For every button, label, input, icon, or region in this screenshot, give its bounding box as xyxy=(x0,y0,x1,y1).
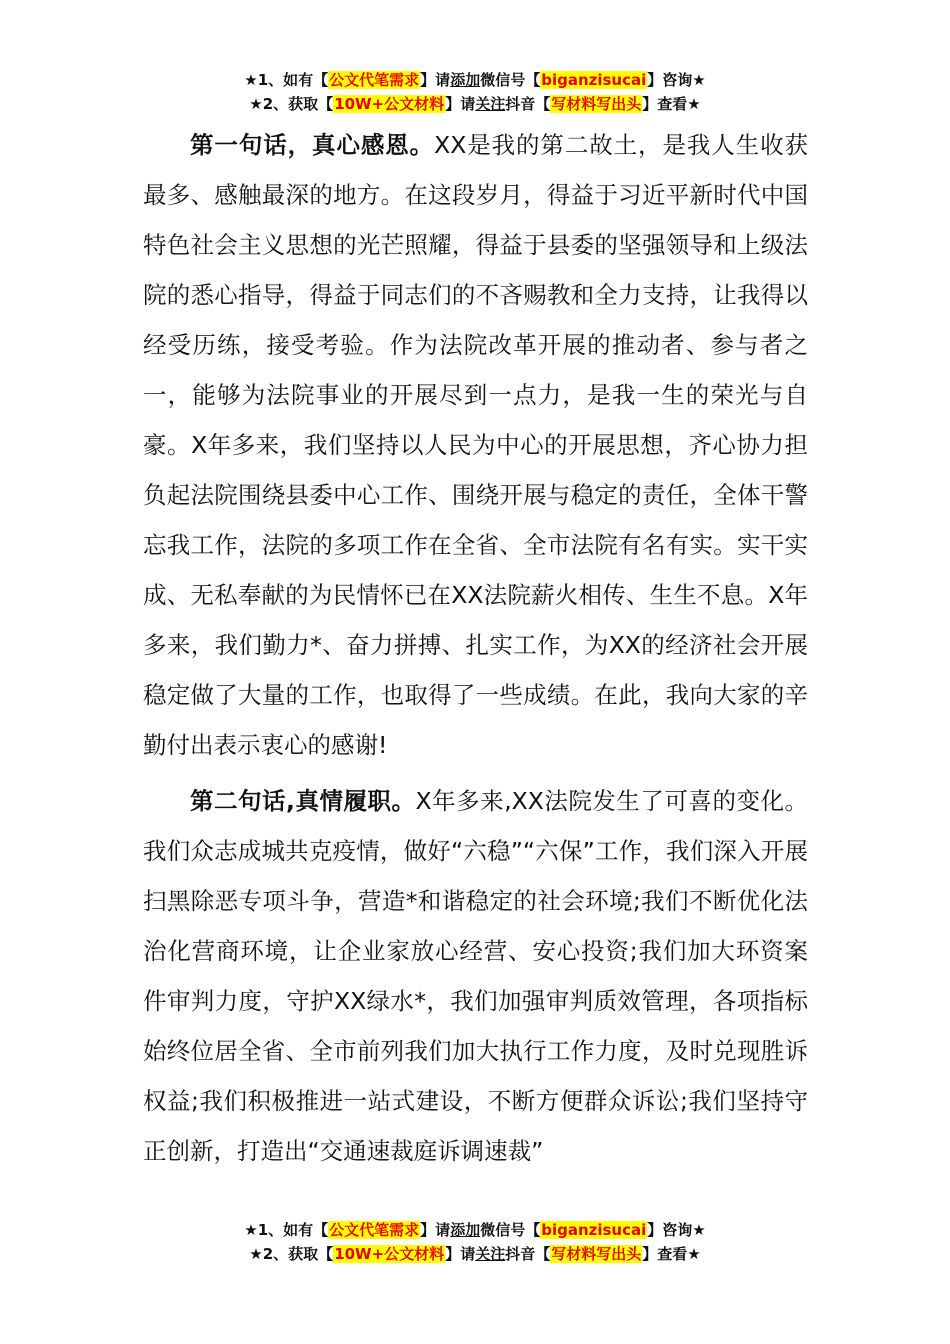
paragraph-text: X年多来,XX法院发生了可喜的变化。我们众志成城共克疫情，做好“六稳”“六保”工作，我们深入开展扫黑除恶专项斗争，营造*和谐稳定的社会环境;我们不断优化法治化营商环境，让企业家放心经营、安心投资;我们加大环资案件审判力度，守护XX绿水*，我们加强审判质效管理，各项指标始终位居全省、全市前列我们加大执行工作力度，及时兑现胜诉权益;我们积极推进一站式建设，不断方便群众诉讼;我们坚持守正创新，打造出“交通速裁庭诉调速裁” xyxy=(143,787,808,1165)
underlined-text: 添加 xyxy=(450,1221,481,1239)
douyin-highlight: 写材料写出头 xyxy=(551,95,642,113)
banner-line-1 xyxy=(0,1218,950,1242)
banner-line-1 xyxy=(0,68,950,92)
banner-text: ★2、获取【 xyxy=(249,1245,334,1263)
paragraph-heading: 第二句话,真情履职。 xyxy=(190,787,416,815)
banner-text: ★1、如有【 xyxy=(244,71,329,89)
underlined-text: 添加 xyxy=(450,71,481,89)
document-body xyxy=(143,120,808,1182)
banner-text: 】请 xyxy=(445,95,476,113)
paragraph-heading: 第一句话，真心感恩。 xyxy=(190,131,435,159)
banner-text: 】请 xyxy=(420,71,451,89)
highlight-tag: 10W+公文材料 xyxy=(334,1245,445,1263)
banner-text: 微信号【 xyxy=(480,1221,541,1239)
banner-text: ★2、获取【 xyxy=(249,95,334,113)
banner-text: 】请 xyxy=(445,1245,476,1263)
douyin-highlight: 写材料写出头 xyxy=(551,1245,642,1263)
highlight-tag: 公文代笔需求 xyxy=(329,1221,420,1239)
banner-text: 微信号【 xyxy=(480,71,541,89)
banner-line-2 xyxy=(0,92,950,116)
banner-text: 】请 xyxy=(420,1221,451,1239)
banner-text: 抖音【 xyxy=(505,95,551,113)
highlight-tag: 10W+公文材料 xyxy=(334,95,445,113)
wechat-id-highlight: biganzisucai xyxy=(541,71,647,89)
header-banner xyxy=(0,68,950,116)
paragraph-1 xyxy=(143,120,808,770)
underlined-text: 关注 xyxy=(475,1245,506,1263)
banner-text: 】查看★ xyxy=(642,1245,701,1263)
paragraph-text: XX是我的第二故土，是我人生收获最多、感触最深的地方。在这段岁月，得益于习近平新时代中国特色社会主义思想的光芒照耀，得益于县委的坚强领导和上级法院的悉心指导，得益于同志们的不吝赐教和全力支持，让我得以经受历练，接受考验。作为法院改革开展的推动者、参与者之一，能够为法院事业的开展尽到一点力，是我一生的荣光与自豪。X年多来，我们坚持以人民为中心的开展思想，齐心协力担负起法院围绕县委中心工作、围绕开展与稳定的责任，全体干警忘我工作，法院的多项工作在全省、全市法院有名有实。实干实成、无私奉献的为民情怀已在XX法院薪火相传、生生不息。X年多来，我们勤力*、奋力拼搏、扎实工作，为XX的经济社会开展稳定做了大量的工作，也取得了一些成绩。在此，我向大家的辛勤付出表示衷心的感谢! xyxy=(143,131,809,759)
banner-text: 】查看★ xyxy=(642,95,701,113)
footer-banner xyxy=(0,1218,950,1266)
banner-text: ★1、如有【 xyxy=(244,1221,329,1239)
banner-line-2 xyxy=(0,1242,950,1266)
paragraph-2 xyxy=(143,776,808,1176)
banner-text: 抖音【 xyxy=(505,1245,551,1263)
wechat-id-highlight: biganzisucai xyxy=(541,1221,647,1239)
highlight-tag: 公文代笔需求 xyxy=(329,71,420,89)
underlined-text: 关注 xyxy=(475,95,506,113)
banner-text: 】咨询★ xyxy=(647,1221,706,1239)
banner-text: 】咨询★ xyxy=(647,71,706,89)
